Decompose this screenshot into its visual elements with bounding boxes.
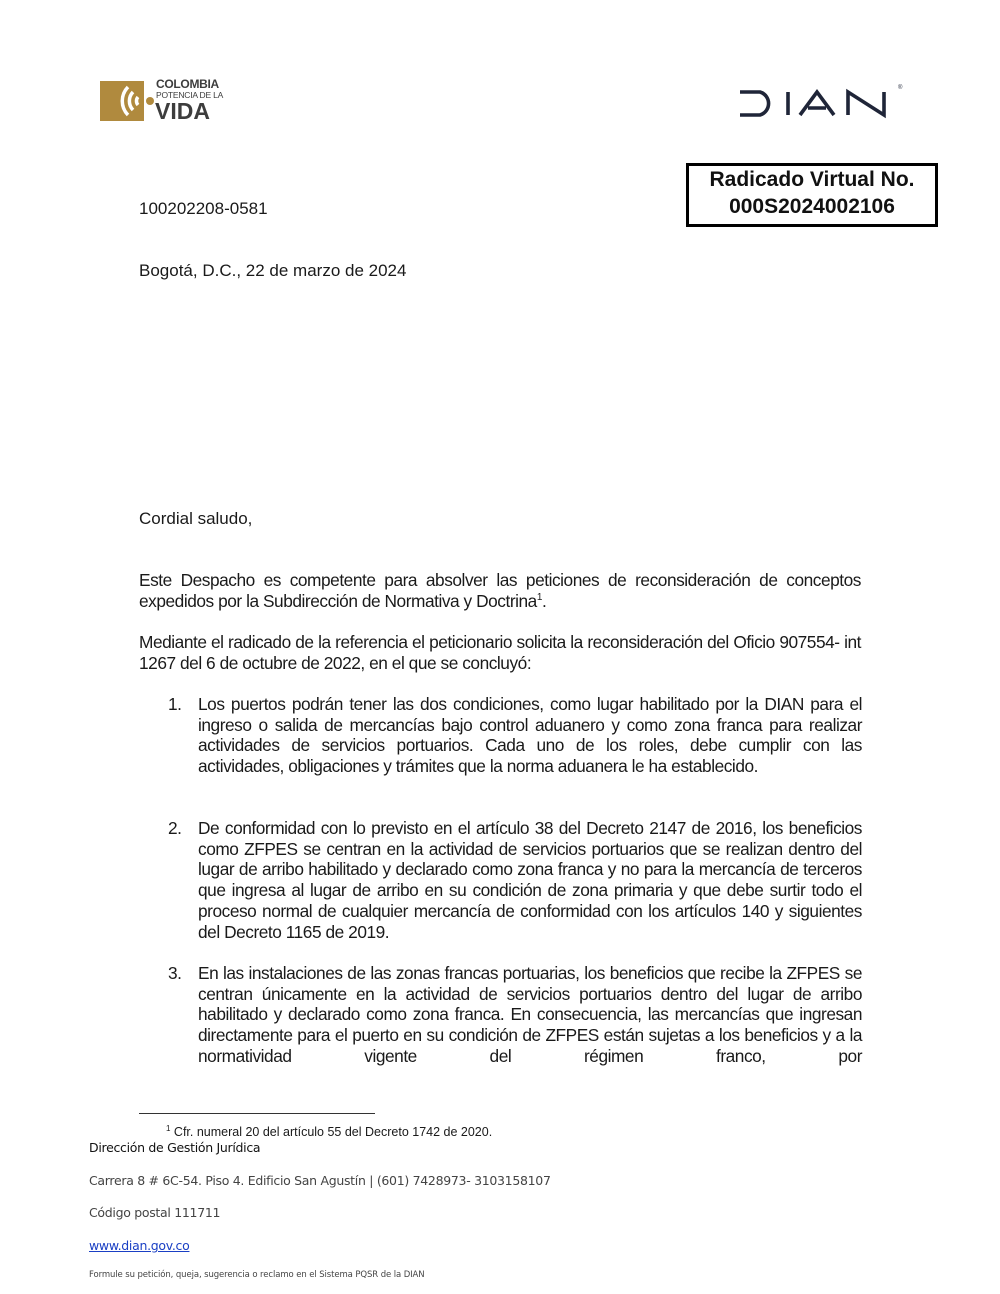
- list-item-number: 1.: [168, 694, 182, 714]
- list-item-number: 3.: [168, 963, 182, 983]
- list-item-number: 2.: [168, 818, 182, 838]
- list-item: [168, 694, 862, 777]
- colombia-logo-line2: POTENCIA DE LA: [156, 90, 224, 100]
- paragraph-competence-text: Este Despacho es competente para absolver las peticiones de reconsideración de conceptos expedidos por la Subdirección de Normativa y Doctrina: [139, 570, 861, 611]
- greeting: Cordial saludo,: [139, 509, 253, 528]
- radicado-label: Radicado Virtual No.: [709, 168, 915, 191]
- dian-logo-icon: [738, 83, 906, 119]
- reference-number: 100202208-0581: [139, 199, 268, 218]
- footnote: [166, 1124, 492, 1139]
- footer-address: Carrera 8 # 6C-54. Piso 4. Edificio San Agustín | (601) 7428973- 3103158107: [89, 1173, 551, 1188]
- footnote-separator: [139, 1113, 375, 1114]
- list-item-text: Los puertos podrán tener las dos condiciones, como lugar habilitado por la DIAN para el ingreso o salida de mercancías bajo control aduanero y como zona franca para realizar actividades de servicios portuarios. Cada uno de los roles, debe cumplir con las actividades, obligaciones y trámites que la norma aduanera le ha establecido.: [198, 694, 862, 777]
- list-item: [168, 963, 862, 1067]
- colombia-logo-line1: COLOMBIA: [156, 77, 219, 91]
- footer-website-link[interactable]: www.dian.gov.co: [89, 1238, 190, 1253]
- radicado-box: [686, 163, 938, 227]
- radicado-number: 000S2024002106: [729, 195, 895, 218]
- colombia-logo-line3: VIDA: [155, 98, 210, 124]
- list-item-text: En las instalaciones de las zonas francas portuarias, los beneficios que recibe la ZFPES se centran únicamente en la actividad de servicios portuarios dentro del lugar de arribo habilitado y declarado como zona franca. En consecuencia, las mercancías que ingresan directamente para el puerto en su condición de ZFPES están sujetas a los beneficios y a la normatividad vigente del régimen franco, por: [198, 963, 862, 1066]
- date-line: Bogotá, D.C., 22 de marzo de 2024: [139, 261, 407, 280]
- footer-department: Dirección de Gestión Jurídica: [89, 1140, 261, 1155]
- dian-logo: [738, 83, 906, 119]
- footer-pqsr-notice: Formule su petición, queja, sugerencia o reclamo en el Sistema PQSR de la DIAN: [89, 1270, 425, 1280]
- list-item: [168, 818, 862, 942]
- footnote-marker: 1: [166, 1124, 171, 1133]
- list-item-text: De conformidad con lo previsto en el artículo 38 del Decreto 2147 de 2016, los beneficios como ZFPES se centran en la actividad de servicios portuarios que se realizan dentro del lugar de arribo habilitado y declarado como zona franca y no para la mercancía de terceros que ingresa al lugar de arribo en su condición de zona primaria y que debe surtir todo el proceso normal de cualquier mercancía de conformidad con los artículos 140 y siguientes del Decreto 1165 de 2019.: [198, 818, 862, 942]
- footer-postal-code: Código postal 111711: [89, 1205, 221, 1220]
- paragraph-request: Mediante el radicado de la referencia el peticionario solicita la reconsideración del Oficio 907554- int 1267 del 6 de octubre de 2022, en el que se concluyó:: [139, 632, 861, 673]
- colombia-potencia-de-la-vida-logo: [98, 77, 230, 125]
- footnote-text: Cfr. numeral 20 del artículo 55 del Decreto 1742 de 2020.: [170, 1125, 493, 1140]
- paragraph-end: .: [541, 590, 547, 611]
- footnote-reference[interactable]: 1: [536, 591, 542, 603]
- paragraph-competence: [139, 570, 861, 611]
- registered-mark: ®: [898, 85, 903, 91]
